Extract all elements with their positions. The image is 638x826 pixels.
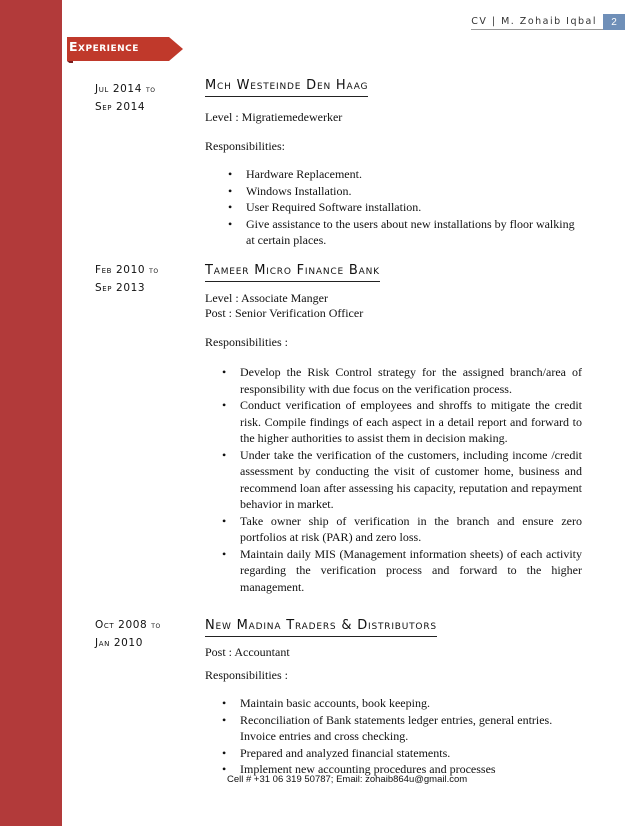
page-number-badge: 2 [603, 14, 625, 30]
list-item: • Implement new accounting procedures and processes [220, 761, 570, 778]
list-item: • Maintain basic accounts, book keeping. [220, 695, 570, 712]
responsibilities-label: Responsibilities : [205, 668, 289, 682]
list-item: • Reconciliation of Bank statements ledger entries, general entries. Invoice entries and cross checking. [220, 712, 570, 745]
list-item: • Prepared and analyzed financial statements. [220, 745, 570, 762]
list-item: • Maintain daily MIS (Management information sheets) of each activity regarding the verification process and forward to the higher management. [220, 546, 582, 596]
date-to: to [151, 621, 161, 631]
responsibility-list [220, 695, 570, 778]
section-banner [67, 35, 185, 63]
job-date [95, 617, 161, 652]
responsibility-list [226, 166, 581, 249]
list-item: • Hardware Replacement. [226, 166, 581, 183]
header-title: CV | M. Zohaib Iqbal [471, 16, 603, 30]
date-start: Oct 2008 [95, 619, 148, 631]
responsibility-list [220, 364, 582, 595]
section-title: Experience [69, 39, 139, 54]
date-end: Sep 2014 [95, 101, 146, 113]
list-item: • Under take the verification of the customers, including income /credit assessment by conducting the visit of customer home, business and recommend loan after assessing his capacity, reputation and repayment behavior in market. [220, 447, 582, 513]
job-level: Level : Migratiemedewerker [205, 110, 343, 124]
page-header [471, 12, 625, 30]
date-start: Feb 2010 [95, 264, 146, 276]
date-to: to [149, 266, 159, 276]
job-date [95, 81, 156, 116]
list-item: • Take owner ship of verification in the branch and ensure zero portfolios at risk (PAR) and zero loss. [220, 513, 582, 546]
date-start: Jul 2014 [95, 83, 142, 95]
sidebar-accent-bar [0, 0, 62, 826]
list-item: • Develop the Risk Control strategy for the assigned branch/area of responsibility with due focus on the verification process. [220, 364, 582, 397]
job-date [95, 262, 159, 297]
date-end: Sep 2013 [95, 282, 146, 294]
list-item: • Windows Installation. [226, 183, 581, 200]
footer-contact: Cell # +31 06 319 50787; Email: zohaib864u@gmail.com [227, 774, 468, 785]
company-name: Mch Westeinde Den Haag [205, 78, 368, 97]
job-post: Post : Accountant [205, 645, 290, 659]
list-item: • Give assistance to the users about new installations by floor walking at certain places. [226, 216, 581, 249]
job-post: Post : Senior Verification Officer [205, 306, 364, 320]
job-level: Level : Associate Manger [205, 291, 328, 305]
list-item: • User Required Software installation. [226, 199, 581, 216]
list-item: • Conduct verification of employees and shroffs to mitigate the credit risk. Compile findings of each aspect in a detail report and forward to the higher authorities to assist them in decision making. [220, 397, 582, 447]
date-to: to [145, 85, 156, 95]
responsibilities-label: Responsibilities : [205, 335, 289, 349]
company-name: New Madina Traders & Distributors [205, 618, 437, 637]
company-name: Tameer Micro Finance Bank [205, 263, 380, 282]
responsibilities-label: Responsibilities: [205, 139, 286, 153]
date-end: Jan 2010 [95, 637, 143, 649]
